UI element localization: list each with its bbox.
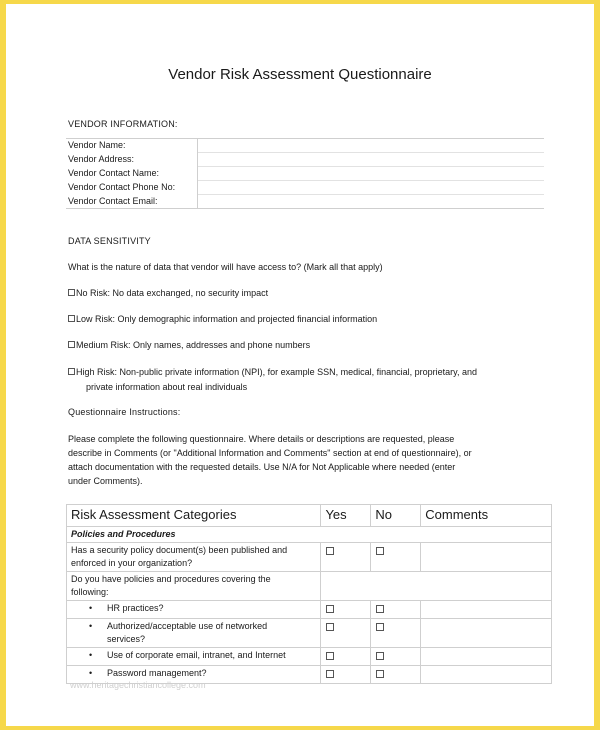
table-row [66, 167, 544, 181]
yes-cell [321, 666, 371, 684]
instructions-line: attach documentation with the requested details. Use N/A for Not Applicable where needed (enter [68, 462, 456, 472]
option-label: No Risk: No data exchanged, no security impact [76, 288, 269, 298]
header-category: Risk Assessment Categories [67, 505, 321, 527]
question-cell [67, 543, 321, 572]
instructions-text [68, 432, 546, 488]
option-label: Low Risk: Only demographic information and projected financial information [76, 314, 378, 324]
bullet-icon: • [89, 603, 93, 613]
vendor-contact-email-field[interactable] [197, 195, 544, 209]
header-comments: Comments [421, 505, 552, 527]
question-line: Do you have policies and procedures covering the [71, 574, 271, 584]
option-medium-risk[interactable] [68, 338, 546, 353]
checkbox-high-risk[interactable] [68, 368, 75, 375]
question-cell [67, 572, 321, 601]
comments-cell[interactable] [421, 601, 552, 619]
table-row [67, 648, 552, 666]
option-label: Medium Risk: Only names, addresses and phone numbers [76, 340, 311, 350]
data-question: What is the nature of data that vendor will have access to? (Mark all that apply) [68, 262, 383, 272]
table-row [67, 572, 552, 601]
header-yes: Yes [321, 505, 371, 527]
vendor-name-field[interactable] [197, 139, 544, 153]
no-checkbox[interactable] [376, 623, 384, 631]
instructions-line: describe in Comments (or "Additional Information and Comments" section at end of questionnaire), or [68, 448, 472, 458]
table-row [66, 181, 544, 195]
yes-checkbox[interactable] [326, 623, 334, 631]
vendor-address-field[interactable] [197, 153, 544, 167]
table-row [67, 543, 552, 572]
bullet-line: Use of corporate email, intranet, and Internet [107, 650, 286, 660]
document-page [6, 4, 594, 726]
yes-checkbox[interactable] [326, 652, 334, 660]
question-line: following: [71, 587, 109, 597]
checkbox-no-risk[interactable] [68, 289, 75, 296]
comments-cell[interactable] [421, 666, 552, 684]
table-row [67, 601, 552, 619]
no-cell [371, 601, 421, 619]
table-row [66, 139, 544, 153]
yes-cell [321, 648, 371, 666]
vendor-address-label: Vendor Address: [66, 153, 197, 167]
vendor-contact-phone-label: Vendor Contact Phone No: [66, 181, 197, 195]
bullet-icon: • [89, 650, 93, 660]
bullet-line: services? [107, 634, 146, 644]
checkbox-medium-risk[interactable] [68, 341, 75, 348]
vendor-name-label: Vendor Name: [66, 139, 197, 153]
instructions-heading: Questionnaire Instructions: [68, 407, 181, 417]
yes-cell [321, 619, 371, 648]
vendor-contact-name-field[interactable] [197, 167, 544, 181]
bullet-question-cell [67, 648, 321, 666]
yes-cell [321, 601, 371, 619]
instructions-line: Please complete the following questionnaire. Where details or descriptions are requested, please [68, 434, 455, 444]
bullet-icon: • [89, 668, 93, 678]
vendor-info-heading: VENDOR INFORMATION: [68, 119, 178, 129]
bullet-question-cell [67, 601, 321, 619]
bullet-icon: • [89, 621, 93, 631]
instructions-line: under Comments). [68, 476, 143, 486]
vendor-contact-phone-field[interactable] [197, 181, 544, 195]
option-label: High Risk: Non-public private information (NPI), for example SSN, medical, financial, proprietary, and [76, 367, 477, 377]
table-row [67, 619, 552, 648]
no-cell [371, 666, 421, 684]
page-title: Vendor Risk Assessment Questionnaire [168, 66, 432, 83]
yes-checkbox[interactable] [326, 547, 334, 555]
vendor-contact-name-label: Vendor Contact Name: [66, 167, 197, 181]
option-high-risk[interactable] [68, 365, 546, 395]
table-row [66, 153, 544, 167]
bullet-line: Authorized/acceptable use of networked [107, 621, 268, 631]
vendor-contact-email-label: Vendor Contact Email: [66, 195, 197, 209]
option-no-risk[interactable] [68, 286, 546, 301]
option-low-risk[interactable] [68, 312, 546, 327]
risk-assessment-table [66, 504, 552, 684]
no-checkbox[interactable] [376, 547, 384, 555]
option-label-continued: private information about real individuals [86, 382, 248, 392]
header-no: No [371, 505, 421, 527]
policies-subheading: Policies and Procedures [67, 527, 552, 543]
no-cell [371, 648, 421, 666]
no-checkbox[interactable] [376, 670, 384, 678]
bullet-line: HR practices? [107, 603, 164, 613]
table-row [66, 195, 544, 209]
no-cell [371, 619, 421, 648]
vendor-info-table [66, 138, 544, 209]
comments-cell[interactable] [421, 648, 552, 666]
no-cell [371, 543, 421, 572]
yes-cell [321, 543, 371, 572]
watermark: www.heritagechristiancollege.com [70, 680, 206, 690]
comments-cell[interactable] [421, 543, 552, 572]
yes-checkbox[interactable] [326, 605, 334, 613]
bullet-question-cell [67, 619, 321, 648]
no-checkbox[interactable] [376, 605, 384, 613]
question-line: enforced in your organization? [71, 558, 193, 568]
comments-cell[interactable] [421, 619, 552, 648]
table-header-row [67, 505, 552, 527]
data-sensitivity-heading: DATA SENSITIVITY [68, 236, 151, 246]
table-row [67, 527, 552, 543]
no-checkbox[interactable] [376, 652, 384, 660]
question-line: Has a security policy document(s) been published and [71, 545, 288, 555]
checkbox-low-risk[interactable] [68, 315, 75, 322]
yes-checkbox[interactable] [326, 670, 334, 678]
merged-cell [321, 572, 552, 601]
bullet-line: Password management? [107, 668, 207, 678]
